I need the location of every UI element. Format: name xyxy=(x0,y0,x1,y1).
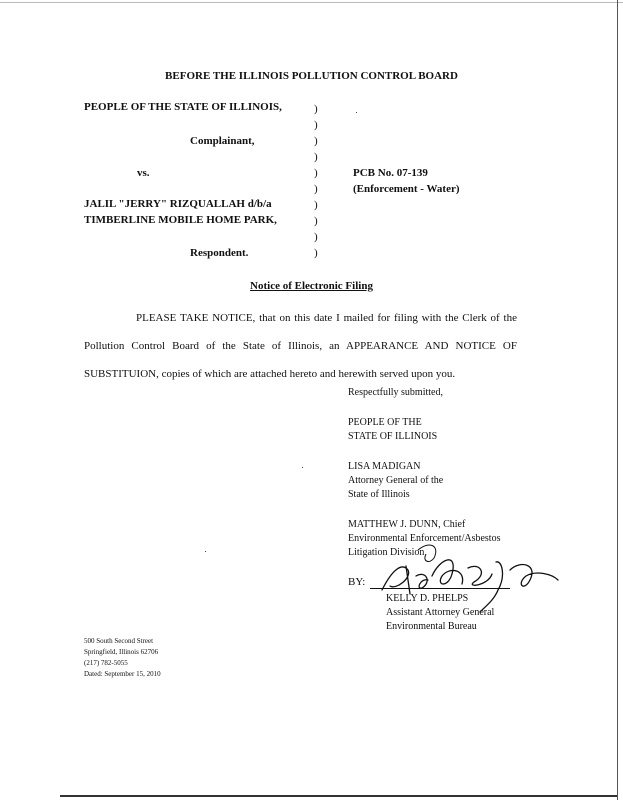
board-heading: BEFORE THE ILLINOIS POLLUTION CONTROL BOARD xyxy=(165,70,458,82)
body-line: Pollution Control Board of the State of Illinois, an APPEARANCE AND NOTICE OF xyxy=(84,340,517,352)
address-block xyxy=(84,636,161,680)
closing-text: Respectfully submitted, xyxy=(348,387,443,398)
org-line-1: PEOPLE OF THE xyxy=(348,417,422,428)
body-line: SUBSTITUION, copies of which are attached hereto and herewith served upon you. xyxy=(84,368,456,380)
signer-title-1: Assistant Attorney General xyxy=(386,607,495,618)
caption-paren: ) xyxy=(314,103,318,115)
caption-paren: ) xyxy=(314,135,318,147)
caption-paren: ) xyxy=(314,247,318,259)
defendant-name-line1: JALIL "JERRY" RIZQUALLAH d/b/a xyxy=(84,198,272,210)
chief-division-2: Litigation Division xyxy=(348,547,425,558)
scan-top-edge xyxy=(0,2,623,3)
scan-speck xyxy=(356,112,357,113)
plaintiff-name: PEOPLE OF THE STATE OF ILLINOIS, xyxy=(84,101,282,113)
caption-paren: ) xyxy=(314,151,318,163)
caption-paren: ) xyxy=(314,119,318,131)
caption-paren: ) xyxy=(314,167,318,179)
notice-body xyxy=(84,304,517,388)
chief-division-1: Environmental Enforcement/Asbestos xyxy=(348,533,501,544)
versus-label: vs. xyxy=(137,167,150,179)
signer-title-2: Environmental Bureau xyxy=(386,621,477,632)
attorney-general-title-2: State of Illinois xyxy=(348,489,410,500)
plaintiff-role: Complainant, xyxy=(190,135,255,147)
scan-right-edge xyxy=(617,0,618,800)
attorney-general-name: LISA MADIGAN xyxy=(348,461,421,472)
caption-paren: ) xyxy=(314,231,318,243)
scan-speck xyxy=(205,551,206,552)
caption-paren: ) xyxy=(314,215,318,227)
org-line-2: STATE OF ILLINOIS xyxy=(348,431,438,442)
caption-paren: ) xyxy=(314,183,318,195)
scan-bottom-edge xyxy=(60,795,617,797)
address-line: 500 South Second Street xyxy=(84,637,154,645)
chief-name: MATTHEW J. DUNN, Chief xyxy=(348,519,466,530)
scan-speck xyxy=(302,467,303,468)
address-line: Springfield, Illinois 62706 xyxy=(84,648,159,656)
case-type: (Enforcement - Water) xyxy=(353,183,460,195)
address-line: (217) 782-5055 xyxy=(84,659,128,667)
attorney-general-title-1: Attorney General of the xyxy=(348,475,444,486)
date-line: Dated: September 15, 2010 xyxy=(84,670,161,678)
by-label: BY: xyxy=(348,576,366,588)
body-line: PLEASE TAKE NOTICE, that on this date I mailed for filing with the Clerk of the xyxy=(136,312,517,324)
defendant-role: Respondent. xyxy=(190,247,249,259)
signer-name: KELLY D. PHELPS xyxy=(386,593,469,604)
notice-title: Notice of Electronic Filing xyxy=(250,280,373,292)
caption-paren: ) xyxy=(314,199,318,211)
case-number: PCB No. 07-139 xyxy=(353,167,428,179)
defendant-name-line2: TIMBERLINE MOBILE HOME PARK, xyxy=(84,214,277,226)
